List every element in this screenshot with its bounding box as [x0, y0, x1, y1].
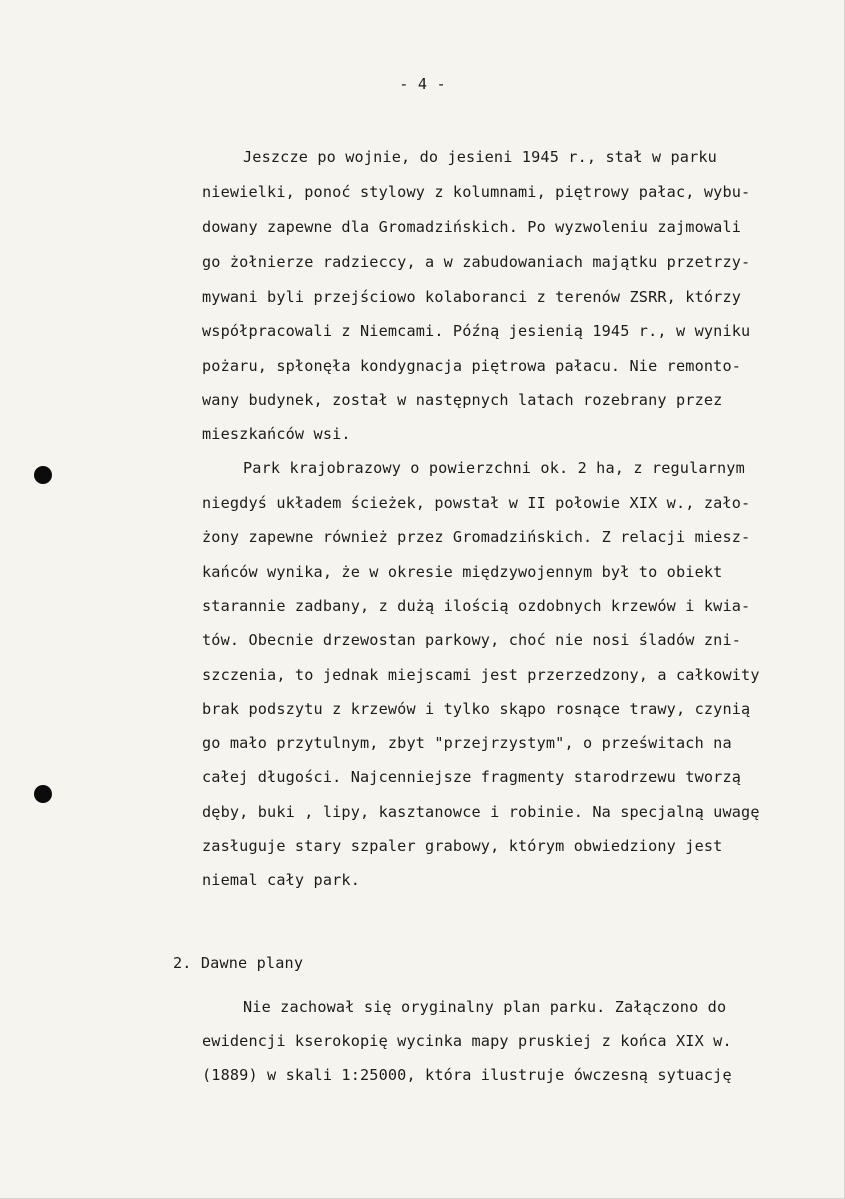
section-heading: 2. Dawne plany	[173, 954, 304, 972]
text-line: tów. Obecnie drzewostan parkowy, choć nie nosi śladów zni-	[202, 631, 742, 649]
text-line: mieszkańców wsi.	[202, 425, 351, 443]
text-line: Park krajobrazowy o powierzchni ok. 2 ha, z regularnym	[243, 459, 745, 477]
text-line: niewielki, ponoć stylowy z kolumnami, piętrowy pałac, wybu-	[202, 183, 751, 201]
text-line: niegdyś układem ścieżek, powstał w II połowie XIX w., zało-	[202, 494, 751, 512]
punch-hole	[34, 785, 52, 803]
text-line: Jeszcze po wojnie, do jesieni 1945 r., stał w parku	[243, 148, 717, 166]
text-line: mywani byli przejściowo kolaboranci z terenów ZSRR, którzy	[202, 288, 742, 306]
text-line: Nie zachował się oryginalny plan parku. Załączono do	[243, 998, 727, 1016]
text-line: niemal cały park.	[202, 871, 360, 889]
text-line: szczenia, to jednak miejscami jest przerzedzony, a całkowity	[202, 666, 760, 684]
text-line: brak podszytu z krzewów i tylko skąpo rosnące trawy, czynią	[202, 700, 751, 718]
text-line: (1889) w skali 1:25000, która ilustruje ówczesną sytuację	[202, 1066, 732, 1084]
text-line: dęby, buki , lipy, kasztanowce i robinie. Na specjalną uwagę	[202, 803, 760, 821]
text-line: ewidencji kserokopię wycinka mapy pruskiej z końca XIX w.	[202, 1032, 732, 1050]
text-line: pożaru, spłonęła kondygnacja piętrowa pałacu. Nie remonto-	[202, 357, 742, 375]
page-number: - 4 -	[399, 75, 446, 93]
text-line: go mało przytulnym, zbyt "przejrzystym", o prześwitach na	[202, 734, 732, 752]
punch-hole	[34, 466, 52, 484]
text-line: żony zapewne również przez Gromadzińskich. Z relacji miesz-	[202, 528, 751, 546]
text-line: kańców wynika, że w okresie międzywojennym był to obiekt	[202, 563, 723, 581]
text-line: całej długości. Najcenniejsze fragmenty starodrzewu tworzą	[202, 768, 742, 786]
text-line: wany budynek, został w następnych latach rozebrany przez	[202, 391, 723, 409]
text-line: zasługuje stary szpaler grabowy, którym obwiedziony jest	[202, 837, 723, 855]
text-line: go żołnierze radzieccy, a w zabudowaniach majątku przetrzy-	[202, 253, 751, 271]
text-line: współpracowali z Niemcami. Późną jesienią 1945 r., w wyniku	[202, 322, 751, 340]
text-line: dowany zapewne dla Gromadzińskich. Po wyzwoleniu zajmowali	[202, 218, 742, 236]
text-line: starannie zadbany, z dużą ilością ozdobnych krzewów i kwia-	[202, 597, 751, 615]
